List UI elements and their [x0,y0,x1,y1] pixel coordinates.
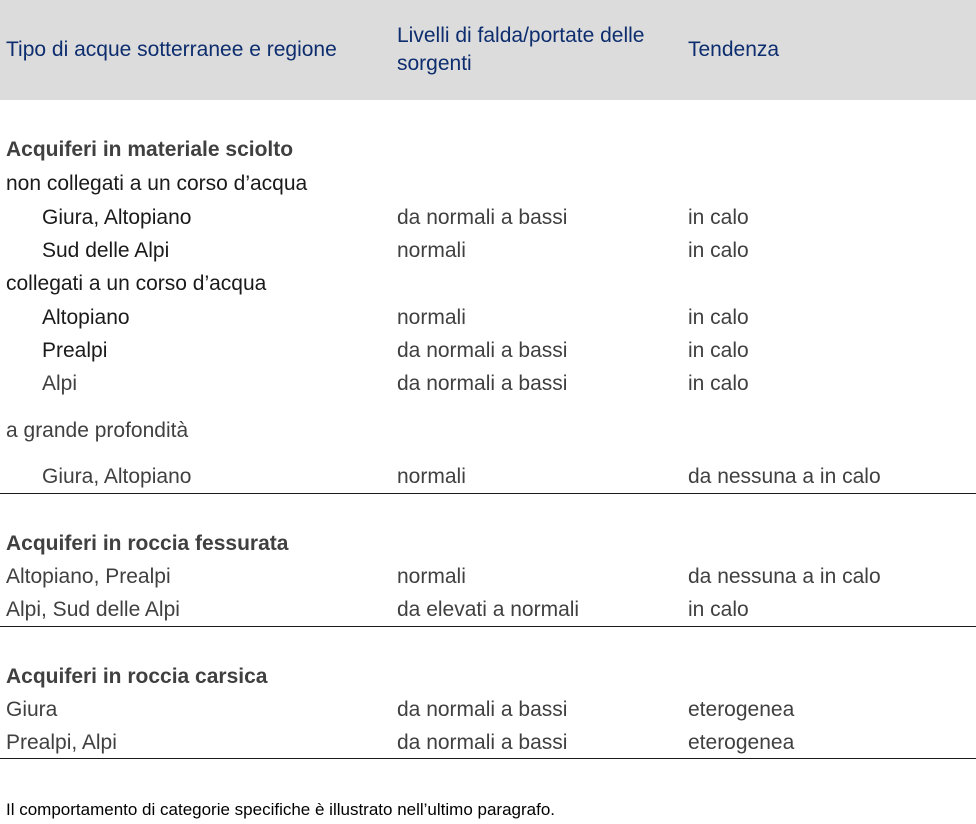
header-trend: Tendenza [688,38,780,61]
row-level: normali [397,239,466,262]
section-divider [0,626,976,627]
row-level: normali [397,465,466,488]
section-divider [0,493,976,494]
row-trend: da nessuna a in calo [688,565,881,588]
row-trend: in calo [688,598,749,621]
row-level: da normali a bassi [397,339,568,362]
row-level: da normali a bassi [397,731,568,754]
row-trend: eterogenea [688,698,795,721]
header-levels: Livelli di falda/portate delle sorgenti [397,24,645,75]
section-title-sciolto: Acquiferi in materiale sciolto [6,138,294,161]
row-region: Giura, Altopiano [42,465,192,488]
row-region: Prealpi, Alpi [6,731,117,754]
section-title-carsica: Acquiferi in roccia carsica [6,665,268,688]
group-label-profondita: a grande profondità [6,419,189,442]
header-region: Tipo di acque sotterranee e regione [6,38,337,61]
row-region: Altopiano [42,306,130,329]
row-level: da normali a bassi [397,206,568,229]
table-bottom-rule [0,758,976,759]
row-region: Sud delle Alpi [42,239,170,262]
row-region: Altopiano, Prealpi [6,565,171,588]
row-trend: eterogenea [688,731,795,754]
row-trend: da nessuna a in calo [688,465,881,488]
row-trend: in calo [688,372,749,395]
group-label-collegati: collegati a un corso d’acqua [6,272,267,295]
row-region: Alpi, Sud delle Alpi [6,598,180,621]
row-region: Alpi [42,372,78,395]
row-region: Prealpi [42,339,108,362]
row-trend: in calo [688,306,749,329]
row-trend: in calo [688,206,749,229]
group-label-non-collegati: non collegati a un corso d’acqua [6,172,308,195]
row-level: normali [397,565,466,588]
row-region: Giura, Altopiano [42,206,192,229]
row-level: normali [397,306,466,329]
section-title-fessurata: Acquiferi in roccia fessurata [6,532,289,555]
row-level: da normali a bassi [397,372,568,395]
table-header [0,0,976,100]
row-level: da normali a bassi [397,698,568,721]
row-trend: in calo [688,339,749,362]
row-level: da elevati a normali [397,598,580,621]
footnote: Il comportamento di categorie specifiche è illustrato nell’ultimo paragrafo. [6,800,555,819]
row-region: Giura [6,698,58,721]
row-trend: in calo [688,239,749,262]
